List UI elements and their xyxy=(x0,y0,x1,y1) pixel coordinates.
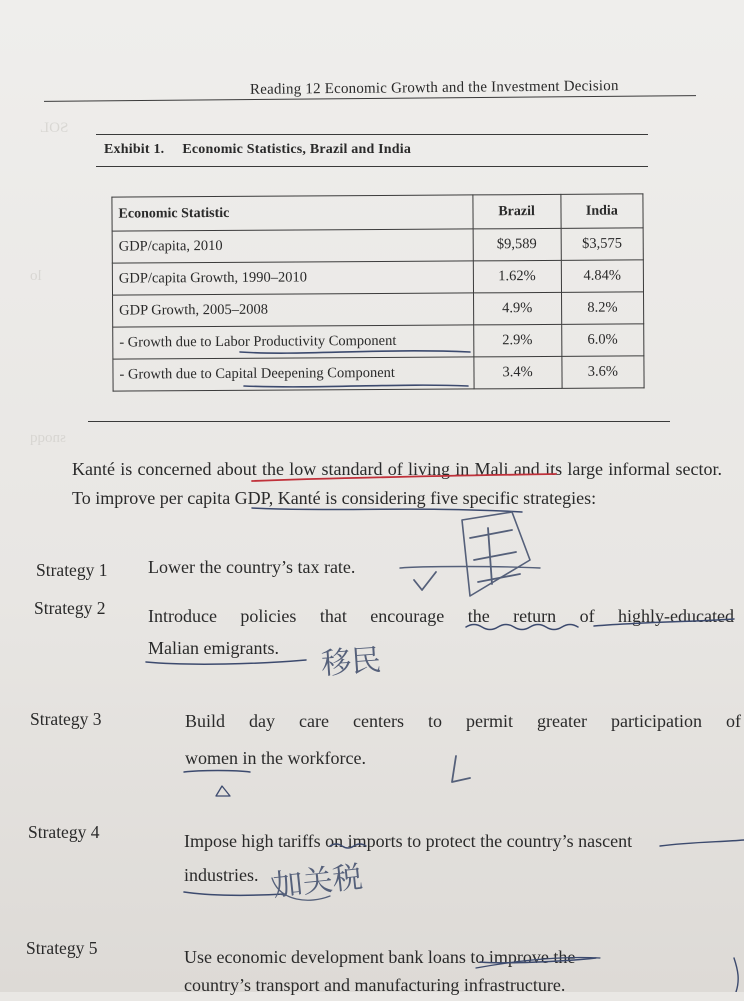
table-cell: $9,589 xyxy=(473,228,561,261)
underline-mark xyxy=(240,351,470,353)
strategy-1-text: Lower the country’s tax rate. xyxy=(148,557,356,577)
wavy-underline-mark xyxy=(466,625,578,630)
exhibit-number: Exhibit 1. xyxy=(104,142,165,157)
boxed-character-strokes xyxy=(470,528,520,584)
handwritten-note-strategy2: 移民 xyxy=(320,642,383,682)
strategy-5-text-line2: country’s transport and manufacturing infrastructure. xyxy=(184,975,566,995)
strategy-2-label: Strategy 2 xyxy=(34,598,106,618)
table-header: Brazil xyxy=(472,194,560,229)
table-cell: - Growth due to Labor Productivity Component xyxy=(113,325,474,359)
underline-mark xyxy=(184,892,284,895)
table-cell: $3,575 xyxy=(561,228,644,261)
handwritten-l-mark xyxy=(452,756,470,782)
running-head: Reading 12 Economic Growth and the Investment Decision xyxy=(249,78,619,98)
strategy-2-text-line1: Introduce policies that encourage the return of highly-educated xyxy=(148,606,734,626)
underline-mark xyxy=(252,508,522,512)
table-cell: 1.62% xyxy=(473,260,561,293)
handwritten-note-strategy4: 加关税 xyxy=(271,859,365,904)
table-cell: 3.4% xyxy=(473,356,561,389)
underline-mark xyxy=(146,660,306,664)
check-mark-icon xyxy=(414,572,436,590)
strategy-3-text-line1: Build day care centers to permit greater participation of xyxy=(185,711,741,731)
strategy-3-label: Strategy 3 xyxy=(30,709,102,729)
table-header: India xyxy=(561,194,644,229)
intro-paragraph: Kanté is concerned about the low standard of living in Mali and its large informal sector. To improve per capita GDP, Kanté is considering five specific strategies: xyxy=(72,459,722,508)
red-underline-mark xyxy=(252,474,556,481)
strategy-2-text-line2: Malian emigrants. xyxy=(148,638,279,658)
table-cell: - Growth due to Capital Deepening Component xyxy=(113,357,474,391)
boxed-character-mark xyxy=(462,512,530,596)
underline-mark xyxy=(660,840,744,846)
table-header: Economic Statistic xyxy=(112,195,473,231)
table-cell: 4.9% xyxy=(473,292,561,325)
strategy-5-text-line1: Use economic development bank loans to improve the xyxy=(184,947,576,967)
strategy-4-text-line1: Impose high tariffs on imports to protect the country’s nascent xyxy=(184,831,633,851)
table-cell: 3.6% xyxy=(562,356,645,389)
underline-mark xyxy=(400,567,540,569)
show-through-text: SOL xyxy=(40,120,69,136)
triangle-mark xyxy=(216,786,230,796)
strategy-4-label: Strategy 4 xyxy=(28,822,100,842)
table-cell: 8.2% xyxy=(561,292,644,325)
strategy-3-text-line2: women in the workforce. xyxy=(185,748,366,768)
table-cell: 6.0% xyxy=(561,324,644,357)
show-through-text: lo xyxy=(30,268,42,284)
underline-mark xyxy=(594,619,734,626)
margin-mark xyxy=(734,958,738,992)
underline-mark xyxy=(184,771,250,773)
table-cell: GDP Growth, 2005–2008 xyxy=(113,293,474,327)
strategy-5-label: Strategy 5 xyxy=(26,938,98,958)
table-cell: GDP/capita Growth, 1990–2010 xyxy=(112,261,473,295)
underline-mark xyxy=(480,958,596,963)
wavy-underline-mark xyxy=(330,844,366,848)
exhibit-caption: Economic Statistics, Brazil and India xyxy=(182,142,412,157)
strategy-4-text-line2: industries. xyxy=(184,865,259,885)
table-cell: 4.84% xyxy=(561,260,644,293)
underline-mark xyxy=(244,385,468,387)
strategy-1-label: Strategy 1 xyxy=(36,560,108,580)
show-through-text: snoqq xyxy=(30,430,66,446)
table-cell: 2.9% xyxy=(473,324,561,357)
table-cell: GDP/capita, 2010 xyxy=(112,229,473,263)
